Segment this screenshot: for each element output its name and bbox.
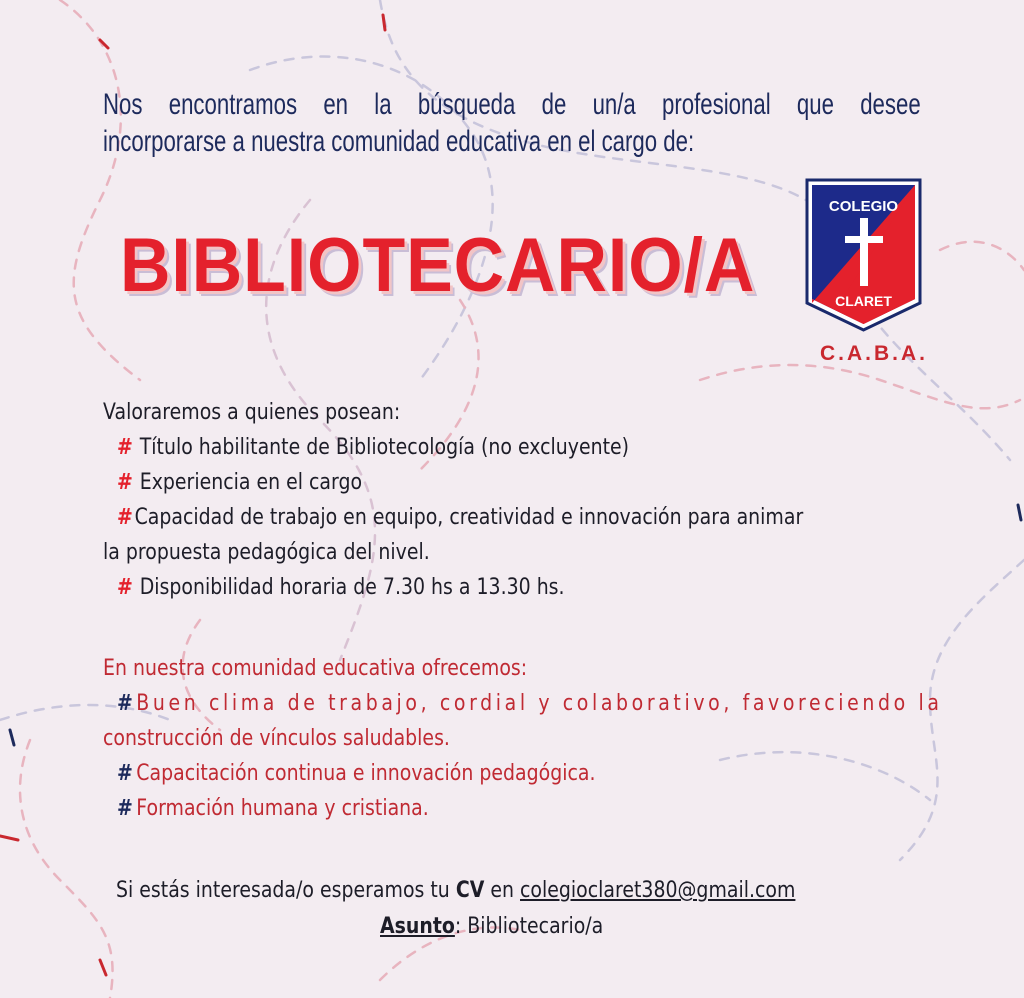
- offer-item: # Formación humana y cristiana.: [117, 796, 429, 821]
- hash-bullet-icon: #: [117, 435, 133, 460]
- intro-line-1: Nos encontramos en la búsqueda de un/a profesional que desee: [103, 88, 921, 121]
- offer-item: # Buen clima de trabajo, cordial y colaborativo, favoreciendo la: [117, 691, 943, 716]
- job-title: BIBLIOTECARIO/A: [120, 223, 756, 308]
- hash-bullet-icon: #: [117, 796, 133, 821]
- intro-text: [103, 86, 921, 160]
- colegio-claret-logo: [805, 178, 922, 333]
- offer-item: # Capacitación continua e innovación pedagógica.: [117, 761, 596, 786]
- subject-value: : Bibliotecario/a: [454, 914, 604, 939]
- hash-bullet-icon: #: [117, 470, 133, 495]
- logo-bottom-text: CLARET: [835, 293, 892, 309]
- offer-item-continuation: construcción de vínculos saludables.: [103, 726, 450, 751]
- logo-location: C.A.B.A.: [820, 342, 928, 365]
- hash-bullet-icon: #: [117, 691, 133, 716]
- requirement-item: # Experiencia en el cargo: [117, 470, 363, 495]
- cv-label: CV: [455, 878, 485, 903]
- requirement-item: # Título habilitante de Bibliotecología (no excluyente): [117, 435, 630, 460]
- offers-heading: En nuestra comunidad educativa ofrecemos:: [103, 656, 528, 681]
- hash-bullet-icon: #: [117, 761, 133, 786]
- logo-top-text: COLEGIO: [828, 198, 899, 215]
- contact-line: Si estás interesada/o esperamos tu CV en colegioclaret380@gmail.com: [116, 878, 796, 903]
- requirement-item-continuation: la propuesta pedagógica del nivel.: [103, 540, 430, 565]
- intro-line-2: incorporarse a nuestra comunidad educativa en el cargo de:: [103, 125, 695, 158]
- hash-bullet-icon: #: [117, 505, 133, 530]
- subject-line: [380, 914, 603, 939]
- subject-label: Asunto: [380, 914, 455, 939]
- requirement-item: # Disponibilidad horaria de 7.30 hs a 13.30 hs.: [117, 575, 565, 600]
- hash-bullet-icon: #: [117, 575, 133, 600]
- requirements-heading: Valoraremos a quienes posean:: [103, 400, 401, 425]
- requirement-item: #Capacidad de trabajo en equipo, creatividad e innovación para animar: [117, 505, 804, 530]
- email-link[interactable]: colegioclaret380@gmail.com: [520, 878, 796, 903]
